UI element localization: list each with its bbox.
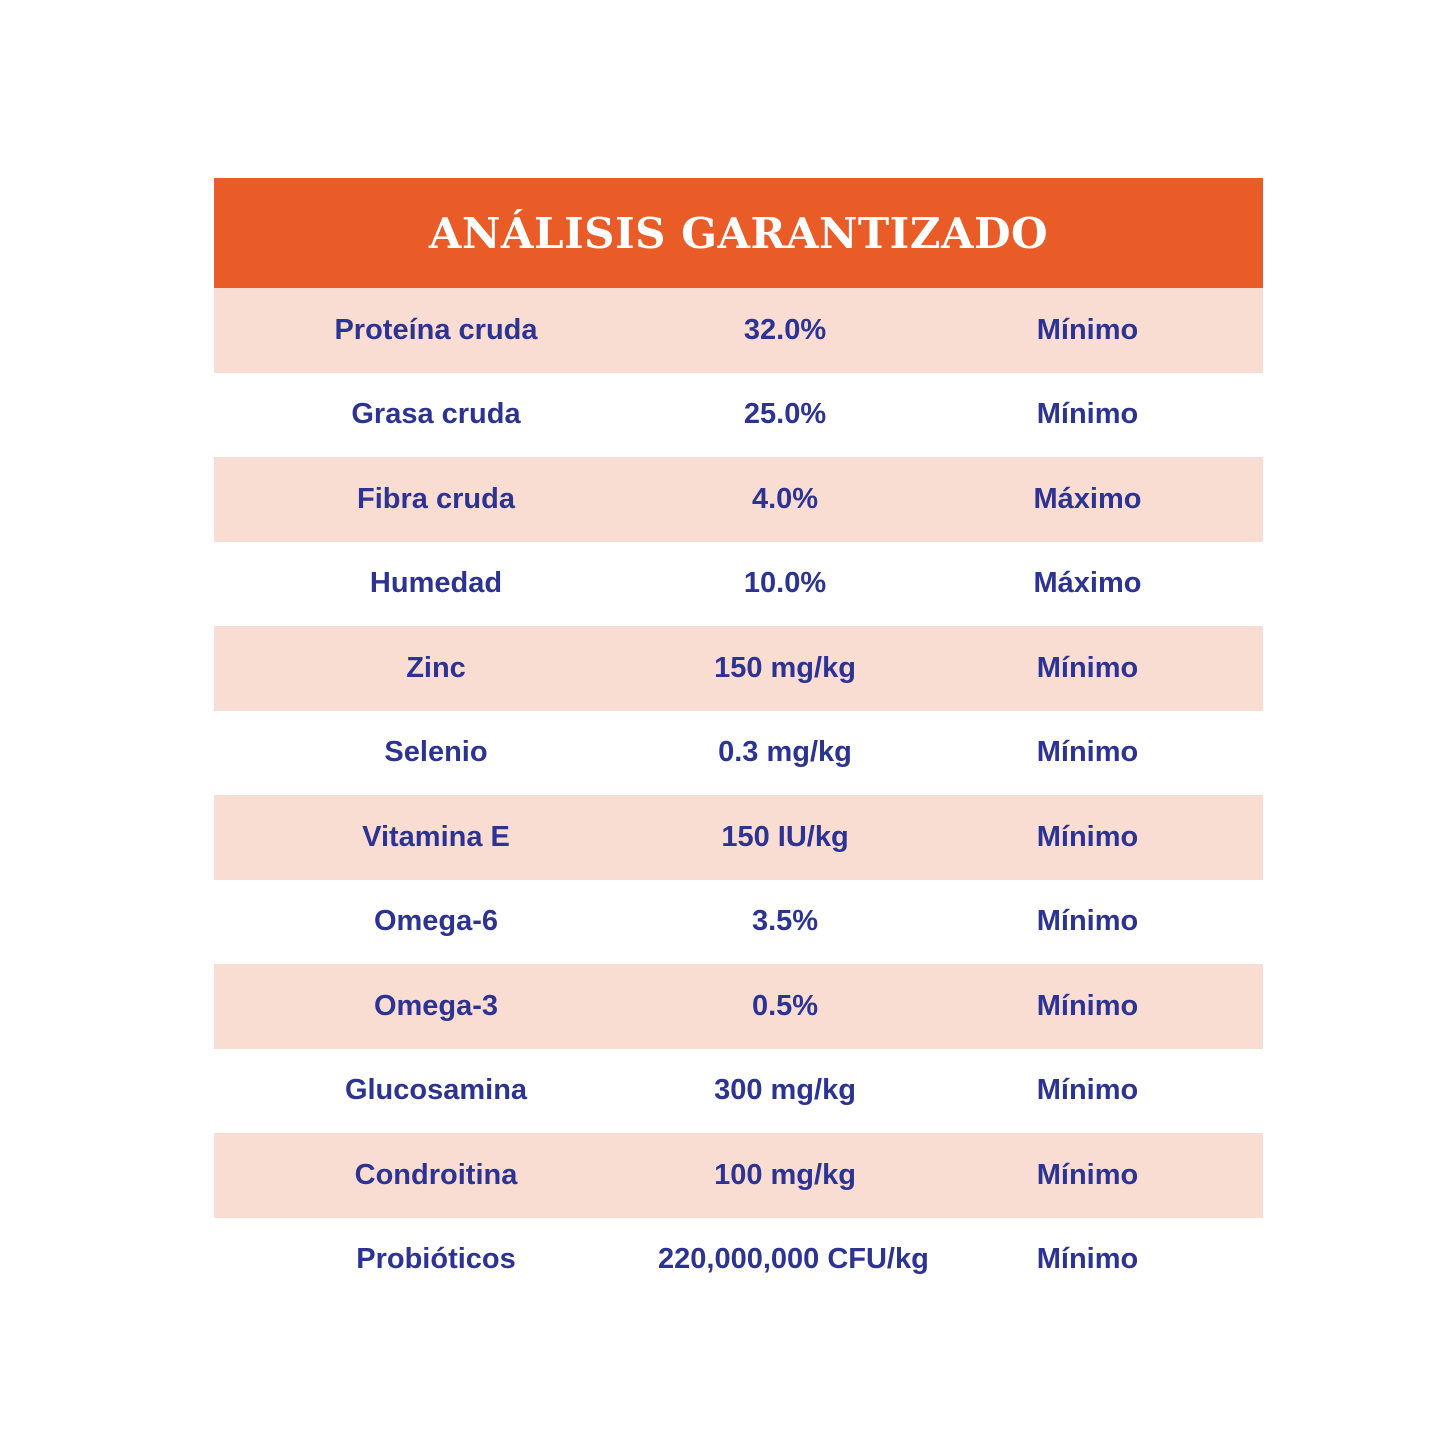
nutrient-name: Omega-3	[373, 989, 499, 1022]
table-row	[214, 457, 1263, 542]
nutrient-limit-type: Mínimo	[1036, 1158, 1139, 1191]
nutrient-name: Zinc	[406, 651, 466, 684]
nutrient-limit-type: Máximo	[1033, 567, 1142, 600]
table-row	[214, 373, 1263, 458]
nutrient-value: 32.0%	[743, 313, 827, 346]
nutrient-limit-type: Mínimo	[1036, 1243, 1139, 1276]
table-row	[214, 711, 1263, 796]
nutrient-limit-type: Mínimo	[1036, 989, 1139, 1022]
nutrient-limit-type: Mínimo	[1036, 313, 1139, 346]
nutrient-name: Proteína cruda	[334, 313, 538, 346]
table-row	[214, 1049, 1263, 1134]
guaranteed-analysis-table	[214, 178, 1263, 1302]
nutrient-name: Vitamina E	[362, 820, 510, 853]
nutrient-limit-type: Mínimo	[1036, 651, 1139, 684]
table-row	[214, 1218, 1263, 1303]
nutrient-value: 4.0%	[751, 482, 819, 515]
table-header	[214, 178, 1263, 288]
nutrient-value: 0.3 mg/kg	[718, 736, 852, 769]
nutrient-name: Selenio	[384, 736, 488, 769]
table-row	[214, 626, 1263, 711]
nutrient-name: Fibra cruda	[357, 482, 515, 515]
table-row	[214, 1133, 1263, 1218]
nutrient-name: Glucosamina	[344, 1074, 528, 1107]
nutrient-limit-type: Máximo	[1033, 482, 1142, 515]
table-title: ANÁLISIS GARANTIZADO	[428, 208, 1049, 258]
nutrient-value: 100 mg/kg	[714, 1158, 856, 1191]
nutrient-limit-type: Mínimo	[1036, 820, 1139, 853]
nutrient-value: 3.5%	[751, 905, 819, 938]
nutrient-value: 220,000,000 CFU/kg	[658, 1243, 929, 1276]
nutrient-name: Omega-6	[373, 905, 499, 938]
nutrient-name: Probióticos	[356, 1243, 516, 1276]
nutrient-name: Humedad	[369, 567, 503, 600]
nutrient-value: 300 mg/kg	[714, 1074, 856, 1107]
nutrient-value: 150 IU/kg	[721, 820, 849, 853]
table-row	[214, 795, 1263, 880]
nutrient-value: 0.5%	[751, 989, 819, 1022]
table-row	[214, 542, 1263, 627]
nutrient-value: 10.0%	[743, 567, 827, 600]
nutrient-name: Grasa cruda	[351, 398, 521, 431]
table-body	[214, 288, 1263, 1302]
table-row	[214, 964, 1263, 1049]
nutrient-limit-type: Mínimo	[1036, 398, 1139, 431]
nutrient-limit-type: Mínimo	[1036, 1074, 1139, 1107]
nutrient-limit-type: Mínimo	[1036, 736, 1139, 769]
nutrient-name: Condroitina	[354, 1158, 518, 1191]
nutrient-limit-type: Mínimo	[1036, 905, 1139, 938]
table-row	[214, 288, 1263, 373]
table-row	[214, 880, 1263, 965]
nutrient-value: 150 mg/kg	[714, 651, 856, 684]
nutrient-value: 25.0%	[743, 398, 827, 431]
